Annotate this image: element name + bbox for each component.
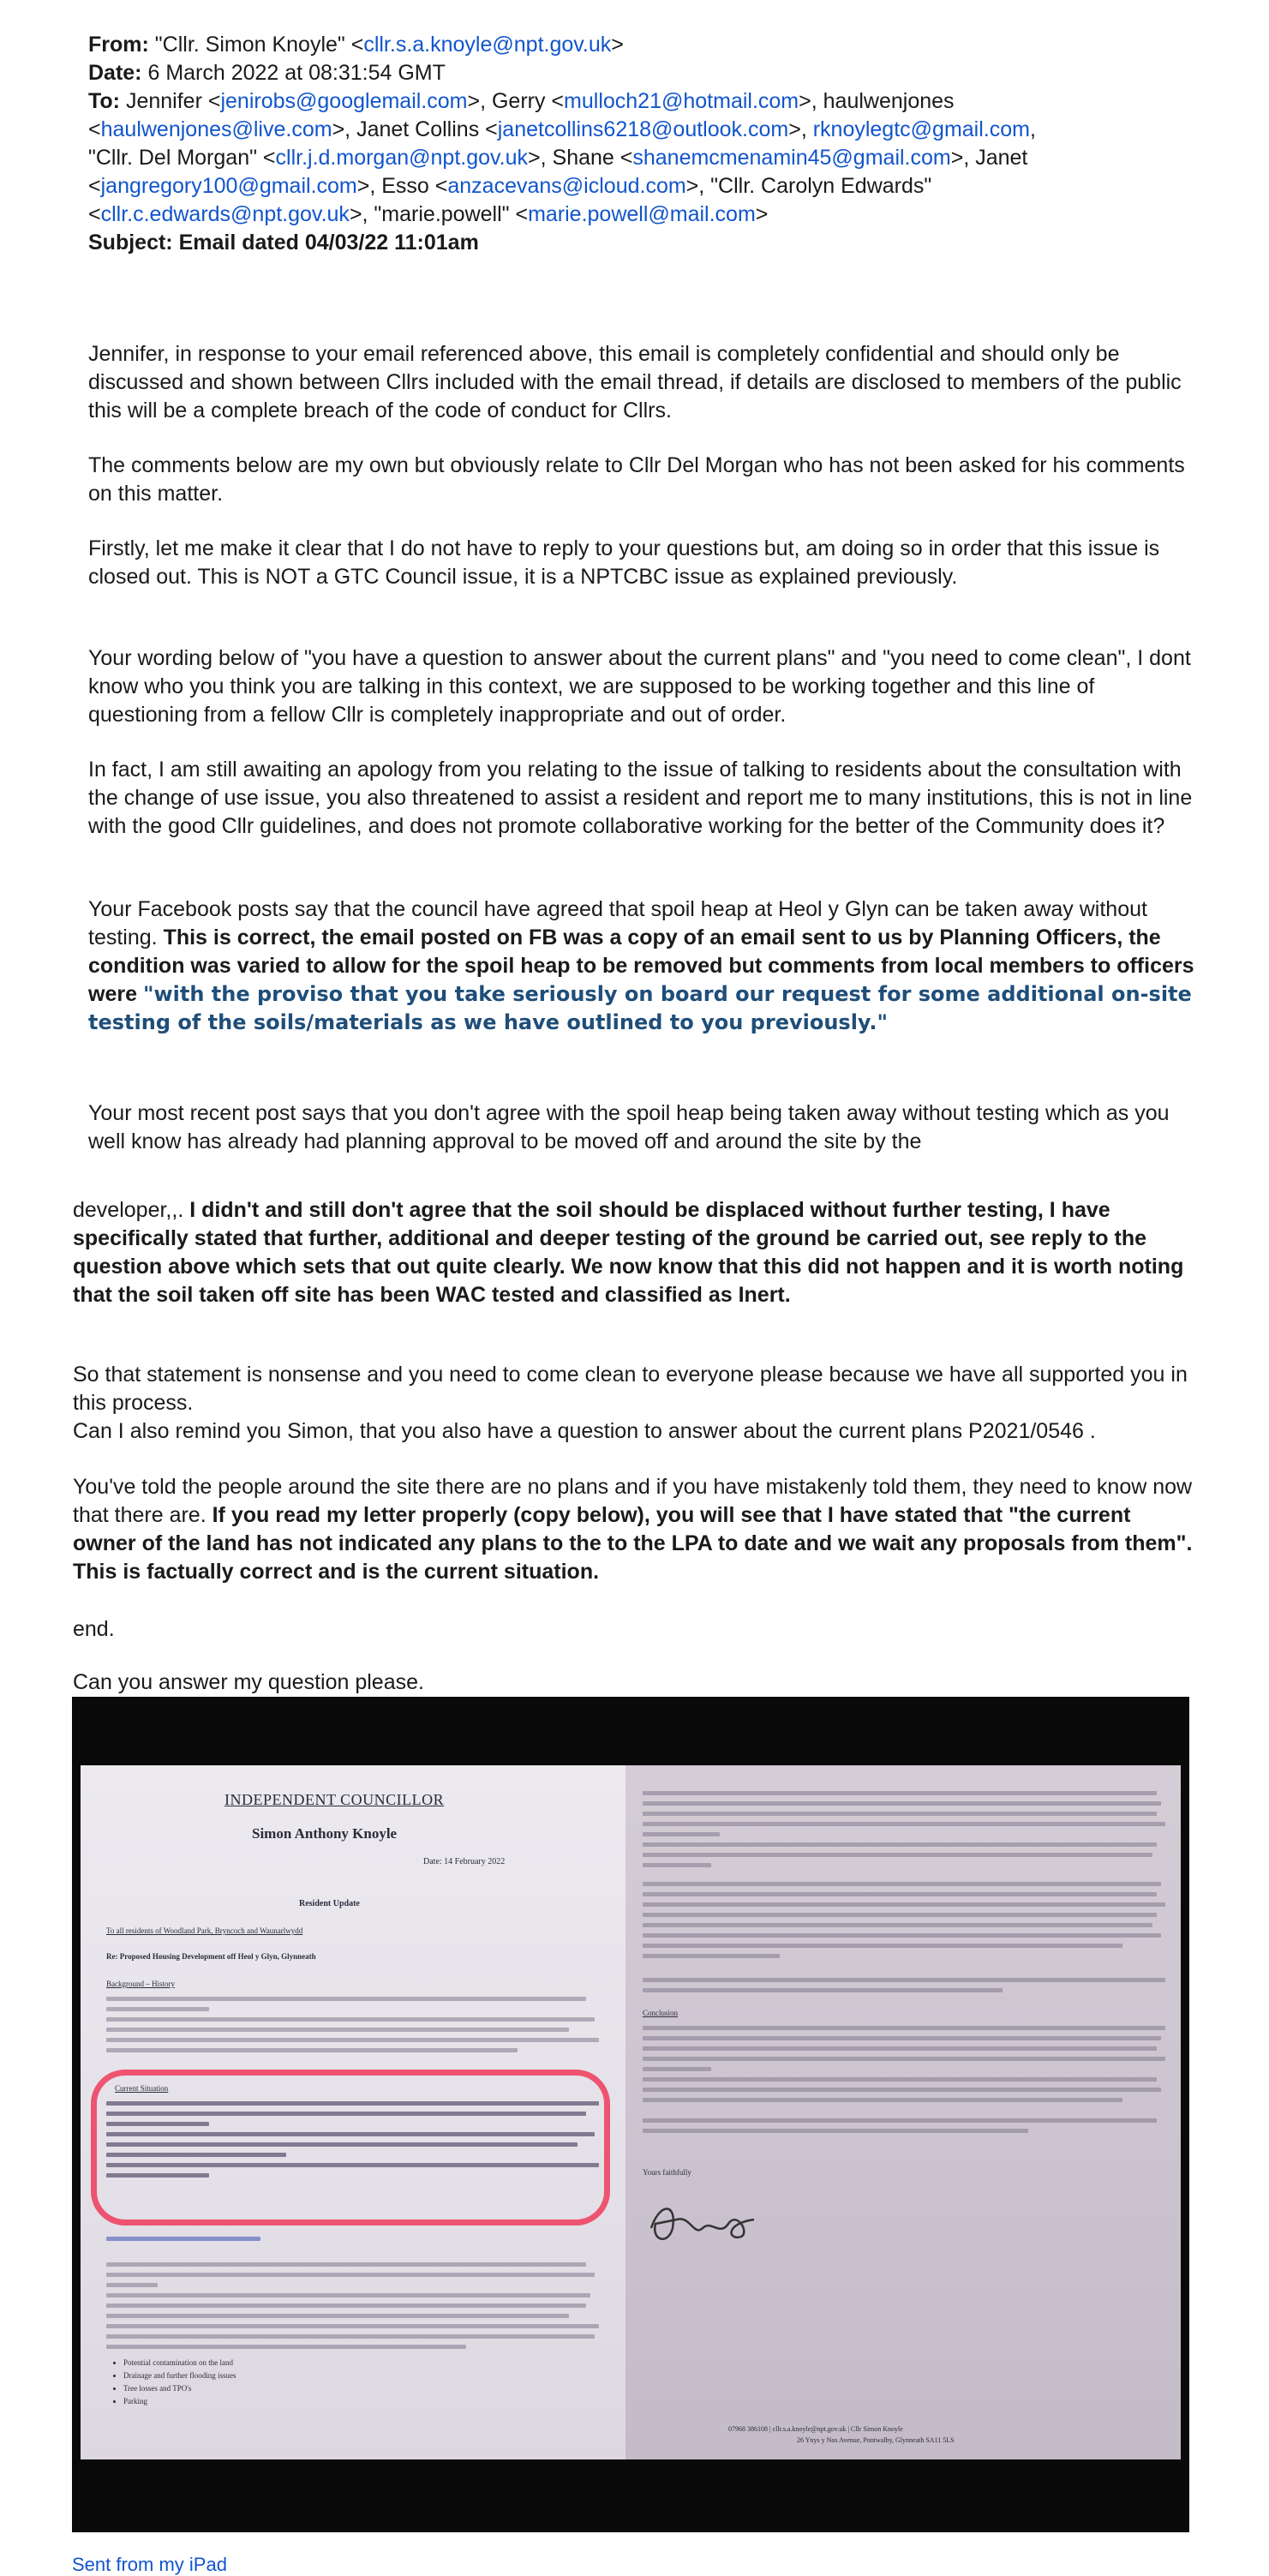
- to-text: >, Janet: [950, 146, 1028, 170]
- letter-text-line: [643, 1988, 1003, 1992]
- letter-text-line: [106, 2324, 599, 2328]
- date-label: Date:: [88, 61, 142, 85]
- letter-text-line: [643, 1933, 1161, 1938]
- paragraph-firstly: Firstly, let me make it clear that I do not have to reply to your questions but, am doing so in order that this issue is closed out. This is NOT a GTC Council issue, it is a NPTCBC issue as explained previously.: [88, 536, 1160, 589]
- letter-text-line: [643, 2088, 1161, 2092]
- letter-text-line: [106, 2303, 586, 2308]
- to-text: >, Janet Collins <: [332, 117, 498, 141]
- letter-to-line: To all residents of Woodland Park, Bryncoch and Waunarlwydd: [106, 1926, 303, 1935]
- letter-text-line: [643, 2118, 1157, 2123]
- to-text: >,: [788, 117, 813, 141]
- to-text: "Cllr. Del Morgan" <: [88, 146, 276, 170]
- letter-text-line: [106, 2237, 260, 2241]
- to-line-3: [88, 144, 1228, 172]
- date-line: [88, 59, 1228, 87]
- to-line-1: [88, 87, 1228, 116]
- letter-text-line: [643, 2026, 1165, 2030]
- letter-text-line: [643, 1978, 1165, 1982]
- letter-text-line: [106, 2345, 466, 2349]
- letter-current-situation: Current Situation: [115, 2084, 169, 2093]
- letter-text-line: [106, 1997, 586, 2001]
- letter-text-line: [643, 1923, 1152, 1927]
- paragraph-developer: [73, 1196, 1191, 1309]
- letter-bullet: • Parking: [123, 2395, 236, 2408]
- paragraph-apology: In fact, I am still awaiting an apology from you relating to the issue of talking to residents about the consultation with the change of use issue, you also threatened to assist a resident and report me to many institutions, this is not in line with the good Cllr guidelines, and does not promote collaborative working for the better of the Community does it?: [88, 758, 1193, 838]
- email-header: [88, 31, 1228, 257]
- to-text: >, Gerry <: [467, 89, 565, 113]
- recipient-email-link[interactable]: haulwenjones@live.com: [100, 117, 332, 141]
- letter-text-line: [643, 2067, 711, 2071]
- letter-text-line: [106, 2283, 158, 2287]
- letter-text-line: [643, 2057, 1165, 2061]
- facebook-bold-text: This is correct, the email posted on FB was a copy of an email sent to us by Planning Officers, the condition was varied to allow for the spoil heap to be removed but comments from local members to officers were: [88, 926, 1194, 1006]
- recipient-email-link[interactable]: cllr.c.edwards@npt.gov.uk: [100, 202, 350, 226]
- from-line: [88, 31, 1228, 59]
- recipient-email-link[interactable]: mulloch21@hotmail.com: [564, 89, 799, 113]
- letter-text-line: [106, 2262, 586, 2267]
- paragraph-own-comments: The comments below are my own but obviously relate to Cllr Del Morgan who has not been asked for his comments on this matter.: [88, 453, 1185, 506]
- letter-page-left: [81, 1765, 626, 2459]
- paragraph-facebook: [88, 896, 1202, 1037]
- paragraph-remind: Can I also remind you Simon, that you also have a question to answer about the current plans P2021/0546 .: [73, 1419, 1096, 1443]
- letter-text-line: [106, 2028, 569, 2032]
- letter-text-line: [643, 1913, 1157, 1917]
- letter-text-line: [643, 1801, 1161, 1806]
- letter-text-line: [643, 1882, 1161, 1886]
- letter-re-line: Re: Proposed Housing Development off Heol y Glyn, Glynneath: [106, 1952, 316, 1961]
- signature: [643, 2194, 763, 2254]
- letter-text-line: [643, 2098, 1122, 2102]
- recipient-email-link[interactable]: jenirobs@googlemail.com: [220, 89, 468, 113]
- paragraph-question: Can you answer my question please.: [73, 1670, 424, 1694]
- letter-bullets: [110, 2357, 236, 2408]
- to-text: >, "marie.powell" <: [349, 202, 529, 226]
- paragraph-end: end.: [73, 1617, 115, 1641]
- to-line-4: [88, 172, 1228, 201]
- sent-from-link[interactable]: Sent from my iPad: [72, 2554, 227, 2575]
- letter-text-line: [643, 1863, 711, 1867]
- recipient-email-link[interactable]: shanemcmenamin45@gmail.com: [632, 146, 951, 170]
- letter-footer-address: 26 Ynys y Nos Avenue, Pontwalby, Glynneath SA11 5LS: [797, 2436, 955, 2444]
- letter-text-line: [643, 1842, 1157, 1847]
- developer-plain-text: developer,,.: [73, 1198, 190, 1222]
- letter-name: Simon Anthony Knoyle: [252, 1825, 398, 1842]
- letter-text-line: [643, 1832, 720, 1836]
- letter-text-line: [106, 2334, 595, 2339]
- recipient-email-link[interactable]: janetcollins6218@outlook.com: [497, 117, 789, 141]
- to-label: To:: [88, 89, 121, 113]
- facebook-quote-text: "with the proviso that you take seriously on board our request for some additional on-site testing of the soils/materials as we have outlined to you previously.": [88, 982, 1192, 1034]
- to-line-5: [88, 201, 1228, 229]
- to-text: <: [88, 174, 101, 198]
- to-text: <: [88, 117, 101, 141]
- letter-text-line: [643, 1812, 1157, 1816]
- subject-label: Subject:: [88, 231, 173, 255]
- to-text: >, Shane <: [528, 146, 633, 170]
- to-text: >, "Cllr. Carolyn Edwards": [685, 174, 932, 198]
- letter-text-line: [106, 2038, 599, 2042]
- letter-text-line: [643, 2046, 1157, 2051]
- recipient-email-link[interactable]: anzacevans@icloud.com: [447, 174, 686, 198]
- letter-text-line: [106, 2314, 569, 2318]
- no-plans-plain-text: You've told the people around the site there are no plans and if you have mistakenly told them, they need to know now that there are.: [73, 1475, 1193, 1527]
- to-text: ,: [1029, 117, 1036, 141]
- recipient-email-link[interactable]: rknoylegtc@gmail.com: [812, 117, 1030, 141]
- recipient-email-link[interactable]: marie.powell@mail.com: [528, 202, 756, 226]
- letter-text-line: [643, 1954, 780, 1958]
- letter-text-line: [106, 2273, 595, 2277]
- developer-bold-text: I didn't and still don't agree that the soil should be displaced without further testing, I have specifically stated that further, additional and deeper testing of the ground be carried out, see reply to the question above which sets that out quite clearly. We now know that this did not happen and it is worth noting that the soil taken off site has been WAC tested and classified as Inert.: [73, 1198, 1184, 1307]
- paragraph-nonsense: So that statement is nonsense and you need to come clean to everyone please because we have all supported you in this process.: [73, 1363, 1188, 1415]
- letter-text-line: [106, 2017, 595, 2022]
- to-text: Jennifer <: [125, 89, 221, 113]
- facebook-plain-text: Your Facebook posts say that the council have agreed that spoil heap at Heol y Glyn can be taken away without testing.: [88, 897, 1147, 950]
- letter-text-line: [643, 1892, 1157, 1896]
- letter-text-line: [643, 1902, 1165, 1907]
- paragraph-no-plans: [73, 1473, 1195, 1586]
- letter-text-line: [643, 1791, 1157, 1795]
- letter-text-line: [643, 1944, 1122, 1948]
- letter-page-right: [626, 1765, 1181, 2459]
- letter-text-line: [643, 2077, 1157, 2082]
- paragraph-confidential: Jennifer, in response to your email referenced above, this email is completely confidential and should only be discussed and shown between Cllrs included with the email thread, if details are disclosed to members of the public this will be a complete breach of the code of conduct for Cllrs.: [88, 342, 1182, 422]
- from-close: >: [611, 33, 624, 57]
- recipient-email-link[interactable]: cllr.j.d.morgan@npt.gov.uk: [275, 146, 529, 170]
- from-label: From:: [88, 33, 149, 57]
- letter-yours-faithfully: Yours faithfully: [643, 2168, 691, 2177]
- to-text: <: [88, 202, 101, 226]
- from-email-link[interactable]: cllr.s.a.knoyle@npt.gov.uk: [363, 33, 612, 57]
- letter-heading: INDEPENDENT COUNCILLOR: [224, 1791, 445, 1808]
- letter-text-line: [643, 2129, 1028, 2133]
- to-text: >: [755, 202, 769, 226]
- to-text: >, Esso <: [356, 174, 448, 198]
- letter-date: Date: 14 February 2022: [423, 1857, 506, 1866]
- letter-bullet: • Drainage and further flooding issues: [123, 2369, 236, 2382]
- letter-text-line: [643, 1822, 1165, 1826]
- letter-conclusion: Conclusion: [643, 2009, 679, 2017]
- paragraph-wording: Your wording below of "you have a question to answer about the current plans" and "you need to come clean", I dont know who you think you are talking in this context, we are supposed to be working together and this line of questioning from a fellow Cllr is completely inappropriate and out of order.: [88, 646, 1191, 727]
- red-highlight-circle: [91, 2070, 610, 2226]
- letter-text-line: [106, 2293, 590, 2297]
- letter-text-line: [643, 2036, 1161, 2040]
- letter-text-line: [643, 1853, 1152, 1857]
- subject-line: [88, 229, 1228, 257]
- letter-text-line: [106, 2048, 518, 2052]
- letter-text-line: [106, 2007, 209, 2011]
- date-value: 6 March 2022 at 08:31:54 GMT: [147, 61, 446, 85]
- no-plans-bold-text: If you read my letter properly (copy below), you will see that I have stated that "the current owner of the land has not indicated any plans to the to the LPA to date and we wait any proposals from them". This is factually correct and is the current situation.: [73, 1503, 1193, 1584]
- from-name: "Cllr. Simon Knoyle" <: [154, 33, 364, 57]
- letter-resident-update: Resident Update: [299, 1899, 360, 1908]
- letter-bullet: • Tree losses and TPO's: [123, 2382, 236, 2395]
- letter-footer-contact: 07968 386108 | cllr.s.a.knoyle@npt.gov.uk | Cllr Simon Knoyle: [728, 2425, 903, 2433]
- subject-value: Email dated 04/03/22 11:01am: [178, 231, 479, 255]
- to-text: >, haulwenjones: [799, 89, 955, 113]
- recipient-email-link[interactable]: jangregory100@gmail.com: [100, 174, 357, 198]
- letter-background-heading: Background – History: [106, 1980, 175, 1988]
- to-line-2: [88, 116, 1228, 144]
- attached-letter-photo[interactable]: [72, 1697, 1189, 2532]
- letter-bullet: • Potential contamination on the land: [123, 2357, 236, 2369]
- paragraph-recent-post: Your most recent post says that you don't agree with the spoil heap being taken away without testing which as you well know has already had planning approval to be moved off and around the site by the: [88, 1101, 1170, 1153]
